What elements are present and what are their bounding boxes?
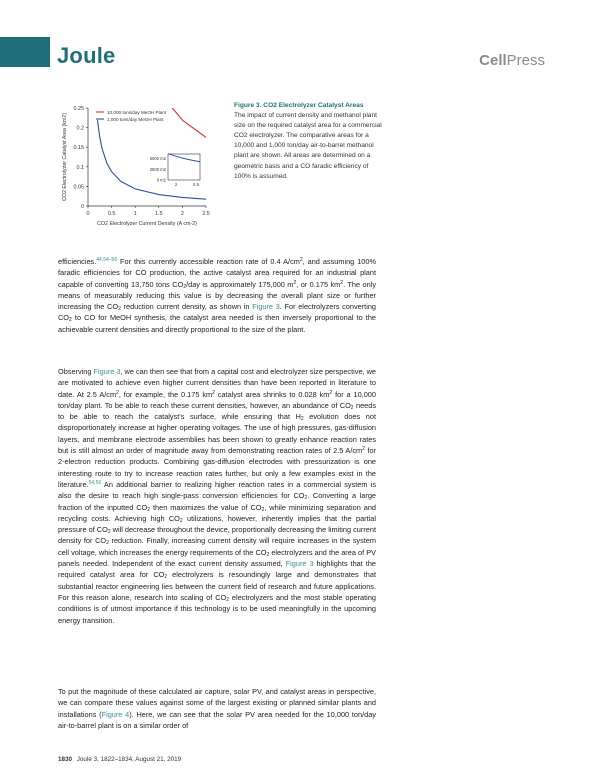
y-tick-label: 0.25 [73,106,84,112]
y-tick-label: 0.15 [73,145,84,152]
p2-text: , for example, the 0.175 km [118,389,213,399]
p2-text: reduction. Finally, increasing current density will require increases in the system cell voltage, which increases the energy requirements of the CO [58,536,376,557]
p1-text: to CO for MeOH synthesis, the catalyst area needed is then inversely proportional to the achievable current densities and directly proportional to the size of the plant. [58,313,376,334]
inset-frame [168,154,200,180]
figure-3-link[interactable]: Figure 3 [93,367,121,376]
publisher-logo-bold: Cell [479,52,507,69]
y-tick-label: 0.05 [73,184,84,191]
inset-y-tick-label: 0 m2 [156,177,166,183]
x-axis-title: CO2 Electrolyzer Current Density (A cm-2) [97,221,197,227]
x-tick-label: 0 [86,211,90,217]
p2-text: electrolyzers and the area of PV panels needed. Independent of the exact current density assumed, [58,547,376,569]
p2-text: . Converting a large fraction of the inputted CO [58,491,377,512]
figure-caption-title: Figure 3. CO2 Electrolyzer Catalyst Areas [234,102,364,109]
p2-text: , while minimizing separation and recycling costs. Achieving high CO [58,502,377,523]
y-axis-title: CO2 Electrolyzer Catalyst Area (km2) [62,112,68,202]
p2-text: highlights that the required catalyst area for CO [58,559,376,580]
x-tick-label: 1 [133,211,137,217]
page-footer [58,756,181,763]
p2-text: utilizations, however, inherently implies that the partial pressure of CO [58,513,376,535]
figure-4-link[interactable]: Figure 4 [101,709,130,719]
y-tick-label: 0 [81,204,84,210]
legend-label: 1,000 tons/day MeOH Plant [107,116,164,122]
p2-text: , we can then see that from a capital cost and electrolyzer size perspective, we are motivated to achieve even higher current densities than have been reported in literature to date. At 2.5 A/cm [58,367,376,399]
page-number: 1830 [58,756,73,763]
reference-link[interactable]: 44,54–56 [96,257,118,263]
p1-text: , and assuming 100% faradic efficiencies for CO production, the active catalyst area required for an industrial plant capable of converting 13,750 tons CO [58,257,376,289]
x-tick-label: 1.5 [155,211,163,217]
publisher-logo-light: Press [506,52,545,69]
figure-caption [234,101,382,182]
p2-text: An additional barrier to realizing higher reaction rates in a commercial system is also the desire to reach high single-pass conversion efficiencies for CO [58,479,376,501]
inset-y-tick-label: 2500 m2 [149,166,166,172]
p1-text: . For electrolyzers converting CO [58,302,377,323]
publisher-logo [479,52,545,69]
p2-text: for 2-electron reduction products. Combining gas-diffusion electrodes with pressurization is one interesting route to try to increase reaction rates further, but only a few examples exist in the literature. [58,446,376,489]
journal-title: Joule [57,43,116,68]
p1-text: , or 0.175 km [296,279,341,289]
p1-text: . The only means of measurably reducing this value is by decreasing the overall plant size or further increasing the CO [58,279,376,312]
x-tick-label: 2.5 [202,211,210,217]
y-tick-label: 0.1 [76,164,84,171]
p2-text: evolution does not disproportionately increase at higher operating voltages. The use of high pressures, gas-diffusion layers, and membrane electrode assemblies has been shown to greatly enhance reaction rates but is still almost an order of magnitude away from demonstrating reaction rates of 2.5 A/cm [58,412,376,456]
x-tick-label: 0.5 [107,211,116,217]
p1-text: For this currently accessible reaction rate of 0.4 A/cm [117,257,300,266]
p2-text: electrolyzers is resoundingly large and demonstrates that substantial reactor engineering lies between the current field of research and future applications. For this reason alone, research into scaling of CO [58,570,376,602]
p1-text: reduction current density, as shown in [120,302,253,312]
inset-x-tick-label: 2 [174,182,178,187]
p3-text: ). Here, we can see that the solar PV area needed for the 10,000 ton/day air-to-barrel plant is on a similar order of [58,709,376,730]
figure-caption-body: The impact of current density and methanol plant size on the required catalyst area for a commercial CO2 electrolyzer. The comparative areas for a 10,000 and 1,000 ton/day air-to-barrel methanol plant are shown. All areas are determined on a geometric basis and a CO faradic efficiency of 100% is assumed. [234,112,382,180]
figure-3-link[interactable]: Figure 3 [285,559,314,569]
p1-text: efficiencies. [58,257,97,266]
citation: Joule 3, 1822–1834, August 21, 2019 [76,756,182,763]
p2-text: will decrease throughout the device, proportionally decreasing the limiting current density for CO [58,525,376,546]
inset-y-tick-label: 5000 m2 [149,155,166,161]
p2-text: catalyst area shrinks to 0.028 km [214,389,330,399]
p2-text: then maximizes the value of CO [150,502,262,512]
p2-text: needs to be able to reach the catalyst's surface, while ensuring that H [58,400,376,422]
catalyst-area-chart [58,100,218,240]
y-tick-label: 0.2 [76,125,84,132]
header-color-tab [0,37,50,67]
p3-text: To put the magnitude of these calculated air capture, solar PV, and catalyst areas in perspective, we can compare these values against some of the largest existing or planned similar plants and installations ( [58,687,376,719]
legend-label: 10,000 tons/day MeOH Plant [107,109,166,115]
p2-text: for a 10,000 ton/day plant. To be able to reach these current densities, however, an abundance of CO [58,389,376,410]
figure-3-link[interactable]: Figure 3 [252,302,280,312]
p1-text: /day is approximately 175,000 m [186,279,294,289]
inset-x-tick-label: 2.5 [193,182,199,187]
paragraph-1: efficiencies.$^{44,54-56}$ For this currently accessible reaction rate of 0.4 $A/cm^2$, and assuming 100% faradic efficiencies for CO production, the active catalyst area required for an industrial plant capable of converting 13,750 tons $CO_2$/day is approximately 175,000 $m^2$, or 0.175 $km^2$. The only means of measurably reducing this value is by decreasing the overall plant size or further increasing the $CO_2$ reduction current density, as shown in Figure 3. For electrolyzers converting $CO_2$ to CO for MeOH synthesis, the catalyst area needed is then inversely proportional to the achievable current densities and directly proportional to the size of the plant. [58,257,377,334]
p2-text: electrolyzers and the most stable operating conditions is of utmost importance if this technology is to be used meaningfully in the upcoming energy transition. [58,592,376,625]
paragraph-2: Observing Figure 3, we can then see that from a capital cost and electrolyzer size perspective, we are motivated to achieve even higher current densities than have been reported in literature to date. At 2.5 $A/cm^2$, for example, the 0.175 $km^2$ catalyst area shrinks to 0.028 $km^2$ for a 10,000 ton/day plant. To be able to reach these current densities, however, an abundance of $CO_2$ needs to be able to reach the catalyst's surface, while ensuring that $H_2$ evolution does not disproportionately increase at higher operating voltages. The use of high pressures, gas-diffusion layers, and membrane electrode assemblies has been shown to greatly enhance reaction rates but is still almost an order of magnitude away from demonstrating reaction rates of 2.5 $A/cm^2$ for 2-electron reduction products. Combining gas-diffusion electrodes with pressurization is one interesting route to try to increase reaction rates further, but only a few examples exist in the literature.$^{54,56}$ An additional barrier to realizing higher reaction rates in a commercial system is also the desire to reach high single-pass conversion efficiencies for $CO_2$. Converting a large fraction of the inputted $CO_2$ then maximizes the value of $CO_2$, while minimizing separation and recycling costs. Achieving high $CO_2$ utilizations, however, inherently implies that the partial pressure of $CO_2$ will decrease throughout the device, proportionally decreasing the limiting current density for $CO_2$ reduction. Finally, increasing current density will require increases in the system cell voltage, which increases the energy requirements of the $CO_2$ electrolyzers and the area of PV panels needed. Independent of the exact current density assumed, Figure 3 highlights that the required catalyst area for $CO_2$ electrolyzers is resoundingly large and demonstrates that substantial reactor engineering lies between the current field of research and future applications. For this reason alone, research into scaling of $CO_2$ electrolyzers and the most stable operating conditions is of utmost importance if this technology is to be used meaningfully in the upcoming energy transition. [58,367,377,625]
x-tick-label: 2 [180,211,184,217]
p2-text: Observing [58,367,94,376]
reference-link[interactable]: 54,56 [88,479,102,486]
paragraph-3 [58,686,376,731]
